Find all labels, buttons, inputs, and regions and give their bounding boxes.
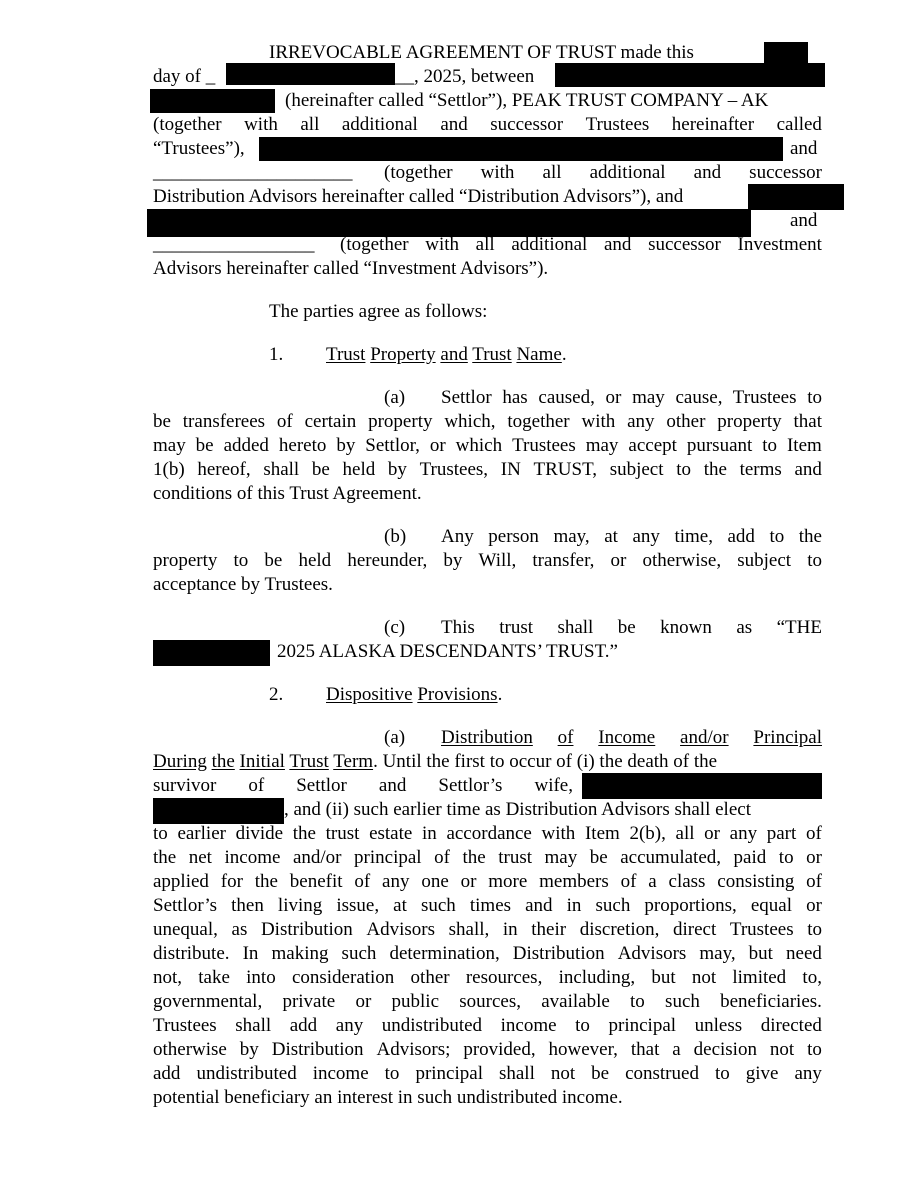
word: called <box>776 114 822 135</box>
word: and <box>440 114 468 135</box>
word: with <box>244 114 278 135</box>
item-2a-line-3: survivor of Settlor and Settlor’s wife, <box>153 775 573 796</box>
item-2a-line-16: potential beneficiary an interest in such undistributed income. <box>153 1087 623 1108</box>
item-2a-line-13: Trustees shall add any undistributed income to principal unless directed <box>153 1015 822 1036</box>
item-1a-line-3: may be added hereto by Settlor, or which Trustees may accept pursuant to Item <box>153 435 822 456</box>
opening-line-9a: _________________ <box>153 234 315 255</box>
opening-line-10: Advisors hereinafter called “Investment Advisors”). <box>153 258 549 279</box>
redaction <box>150 89 275 113</box>
word: all <box>300 114 320 135</box>
item-1b-line-3: acceptance by Trustees. <box>153 574 333 595</box>
item-2a-line-4: , and (ii) such earlier time as Distribution Advisors shall elect <box>284 799 751 820</box>
item-2a-line-12: governmental, private or public sources, available to such beneficiaries. <box>153 991 822 1012</box>
opening-line-2a: day of _ <box>153 66 216 87</box>
word: (together <box>153 114 222 135</box>
section-2-heading: Dispositive Provisions. <box>326 684 503 705</box>
word: additional <box>341 114 418 135</box>
section-1-heading: Trust Property and Trust Name. <box>326 344 567 365</box>
item-1b-label: (b) <box>384 526 407 547</box>
opening-line-5b: and <box>790 138 818 159</box>
item-2a-heading: Distribution of Income and/or Principal <box>441 727 822 748</box>
item-1a-line-2: be transferees of certain property which, together with any other property that <box>153 411 822 432</box>
item-2a-line-5: to earlier divide the trust estate in accordance with Item 2(b), all or any part of <box>153 823 822 844</box>
item-2a-line-2: During the Initial Trust Term. Until the first to occur of (i) the death of the <box>153 751 718 772</box>
word: all <box>475 234 495 255</box>
item-2a-line-14: otherwise by Distribution Advisors; provided, however, that a decision not to <box>153 1039 822 1060</box>
opening-line-7: Distribution Advisors hereinafter called “Distribution Advisors”), and <box>153 186 684 207</box>
word: with <box>480 162 515 183</box>
word: successor <box>648 234 721 255</box>
item-1a-line-5: conditions of this Trust Agreement. <box>153 483 422 504</box>
word: (together <box>384 162 453 183</box>
opening-line-8: and <box>790 210 818 231</box>
word: Investment <box>737 234 822 255</box>
opening-line-4 <box>153 113 822 137</box>
item-1c-line-1: This trust shall be known as “THE <box>441 617 822 638</box>
redaction <box>153 798 284 824</box>
item-2a-line-7: applied for the benefit of any one or more members of a class consisting of <box>153 871 822 892</box>
word: (together <box>340 234 409 255</box>
section-1-number: 1. <box>269 344 284 365</box>
opening-line-3: (hereinafter called “Settlor”), PEAK TRUST COMPANY – AK <box>285 90 769 111</box>
item-1a-line-1: Settlor has caused, or may cause, Trustees to <box>441 387 822 408</box>
opening-line-1: IRREVOCABLE AGREEMENT OF TRUST made this <box>269 42 694 63</box>
word: Trustees <box>585 114 650 135</box>
item-2a-line-15: add undistributed income to principal shall not be construed to give any <box>153 1063 822 1084</box>
word: all <box>542 162 562 183</box>
item-2a-line-6: the net income and/or principal of the trust may be accumulated, paid to or <box>153 847 822 868</box>
word: and <box>603 234 632 255</box>
item-1c-line-2: 2025 ALASKA DESCENDANTS’ TRUST.” <box>277 641 618 662</box>
opening-line-9b <box>340 233 822 257</box>
opening-line-6b <box>384 161 822 185</box>
redaction <box>748 184 844 210</box>
word: and <box>693 162 722 183</box>
item-1c-label: (c) <box>384 617 406 638</box>
item-2a-line-10: distribute. In making such determination, Distribution Advisors may, but need <box>153 943 822 964</box>
item-1b-line-2: property to be held hereunder, by Will, transfer, or otherwise, subject to <box>153 550 822 571</box>
redaction <box>555 63 825 87</box>
item-1a-line-4: 1(b) hereof, shall be held by Trustees, IN TRUST, subject to the terms and <box>153 459 822 480</box>
opening-line-6a: _____________________ <box>153 162 353 183</box>
redaction <box>259 137 783 161</box>
item-2a-line-11: not, take into consideration other resources, including, but not limited to, <box>153 967 822 988</box>
redaction <box>153 640 270 666</box>
item-2a-line-8: Settlor’s then living issue, at such times and in such proportions, equal or <box>153 895 822 916</box>
redaction <box>582 773 822 799</box>
word: additional <box>511 234 588 255</box>
opening-line-2b: __, 2025, between <box>395 66 535 87</box>
word: successor <box>749 162 822 183</box>
word: successor <box>490 114 564 135</box>
redaction <box>764 42 808 64</box>
item-1a-label: (a) <box>384 387 406 408</box>
item-2a-label: (a) <box>384 727 406 748</box>
section-2-number: 2. <box>269 684 284 705</box>
parties-agree: The parties agree as follows: <box>269 301 488 322</box>
redaction <box>226 63 395 85</box>
item-2a-line-9: unequal, as Distribution Advisors shall, in their discretion, direct Trustees to <box>153 919 822 940</box>
word: additional <box>589 162 666 183</box>
word: with <box>425 234 460 255</box>
opening-line-5a: “Trustees”), <box>153 138 245 159</box>
word: hereinafter <box>671 114 755 135</box>
item-1b-line-1: Any person may, at any time, add to the <box>441 526 822 547</box>
